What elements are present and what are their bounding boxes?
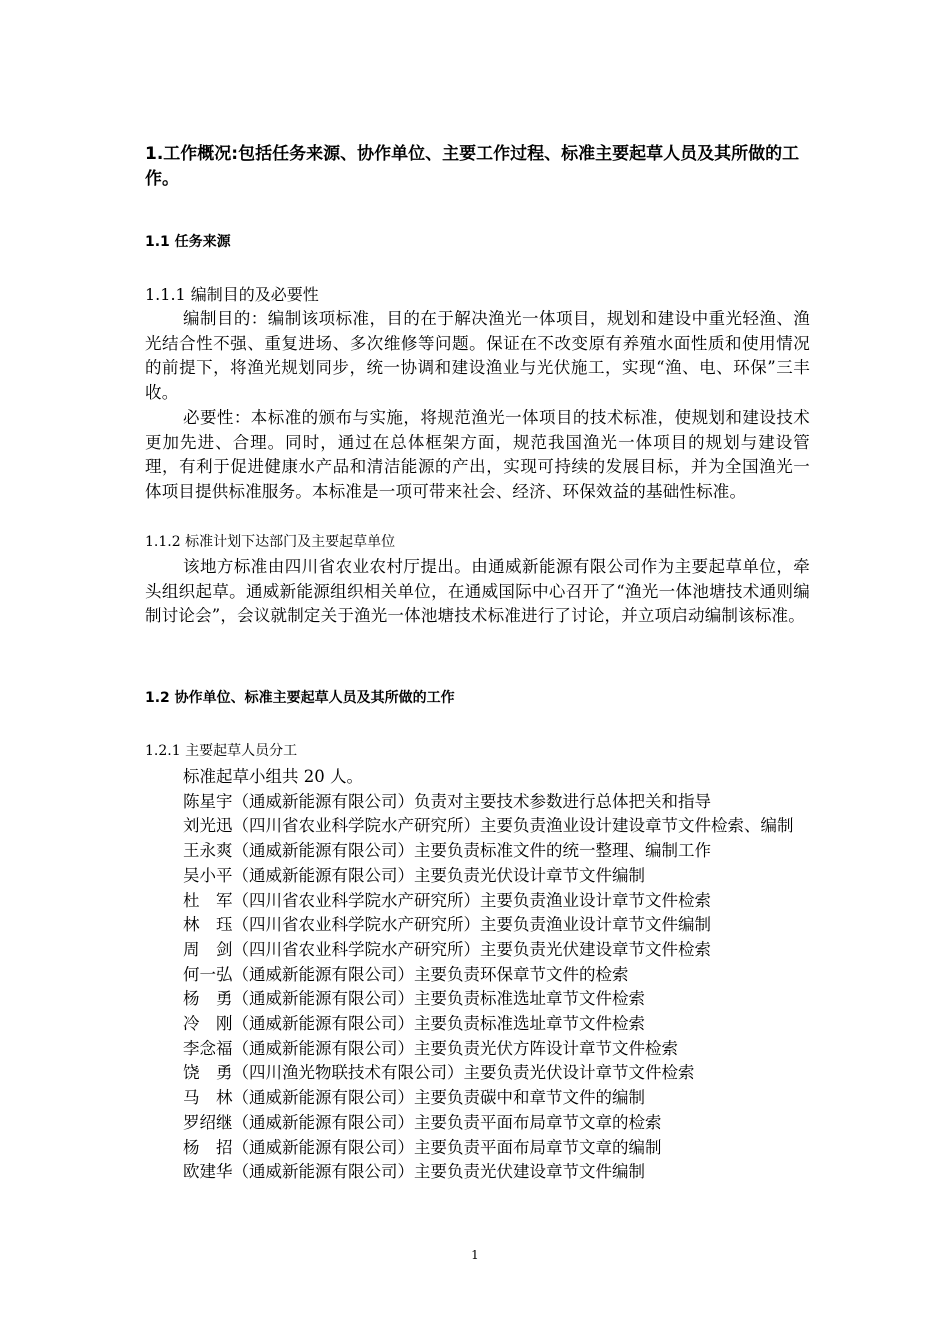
staff-line: 标准起草小组共 20 人。 <box>183 767 363 786</box>
main-heading: 1.工作概况:包括任务来源、协作单位、主要工作过程、标准主要起草人员及其所做的工作。 <box>145 144 800 189</box>
staff-line: 李念福（通威新能源有限公司）主要负责光伏方阵设计章节文件检索 <box>183 1038 678 1058</box>
subsection-1-1-2-title: 1.1.2 标准计划下达部门及主要起草单位 <box>145 534 396 550</box>
staff-line: 杨 勇（通威新能源有限公司）主要负责标准选址章节文件检索 <box>183 989 645 1009</box>
section-1-2-title: 1.2 协作单位、标准主要起草人员及其所做的工作 <box>145 690 455 706</box>
purpose-paragraph: 编制目的：编制该项标准，目的在于解决渔光一体项目，规划和建设中重光轻渔、渔光结合性不强、重复进场、多次维修等问题。保证在不改变原有养殖水面性质和使用情况的前提下，将渔光规划同步，统一协调和建设渔业与光伏施工，实现“渔、电、环保”三丰收。 <box>145 309 810 402</box>
necessity-paragraph: 必要性：本标准的颁布与实施，将规范渔光一体项目的技术标准，使规划和建设技术更加先进、合理。同时，通过在总体框架方面，规范我国渔光一体项目的规划与建设管理，有利于促进健康水产品和清洁能源的产出，实现可持续的发展目标，并为全国渔光一体项目提供标准服务。本标准是一项可带来社会、经济、环保效益的基础性标准。 <box>145 408 810 501</box>
issuing-department-paragraph: 该地方标准由四川省农业农村厅提出。由通威新能源有限公司作为主要起草单位，牵头组织起草。通威新能源组织相关单位，在通威国际中心召开了“渔光一体池塘技术通则编制讨论会”，会议就制定关于渔光一体池塘技术标准进行了讨论，并立项启动编制该标准。 <box>145 557 810 625</box>
staff-line: 吴小平（通威新能源有限公司）主要负责光伏设计章节文件编制 <box>183 865 645 885</box>
staff-line: 罗绍继（通威新能源有限公司）主要负责平面布局章节文章的检索 <box>183 1112 662 1132</box>
staff-line: 周 剑（四川省农业科学院水产研究所）主要负责光伏建设章节文件检索 <box>183 939 711 959</box>
staff-line: 欧建华（通威新能源有限公司）主要负责光伏建设章节文件编制 <box>183 1162 645 1182</box>
page-number: 1 <box>471 1248 479 1262</box>
staff-line: 马 林（通威新能源有限公司）主要负责碳中和章节文件的编制 <box>183 1088 645 1108</box>
staff-line: 杨 招（通威新能源有限公司）主要负责平面布局章节文章的编制 <box>183 1137 662 1157</box>
staff-line: 王永爽（通威新能源有限公司）主要负责标准文件的统一整理、编制工作 <box>183 841 711 861</box>
drafting-staff-list <box>145 765 810 1185</box>
staff-line: 何一弘（通威新能源有限公司）主要负责环保章节文件的检索 <box>183 964 629 984</box>
staff-line: 林 珏（四川省农业科学院水产研究所）主要负责渔业设计章节文件编制 <box>183 915 711 935</box>
subsection-1-1-1-title: 1.1.1 编制目的及必要性 <box>145 285 319 304</box>
staff-line: 刘光迅（四川省农业科学院水产研究所）主要负责渔业设计建设章节文件检索、编制 <box>183 816 794 836</box>
subsection-1-2-1-title: 1.2.1 主要起草人员分工 <box>145 743 298 759</box>
staff-line: 冷 刚（通威新能源有限公司）主要负责标准选址章节文件检索 <box>183 1014 645 1034</box>
staff-line: 饶 勇（四川渔光物联技术有限公司）主要负责光伏设计章节文件检索 <box>183 1063 695 1083</box>
section-1-1-title: 1.1 任务来源 <box>145 234 231 250</box>
staff-line: 陈星宇（通威新能源有限公司）负责对主要技术参数进行总体把关和指导 <box>183 791 711 811</box>
staff-line: 杜 军（四川省农业科学院水产研究所）主要负责渔业设计章节文件检索 <box>183 890 711 910</box>
